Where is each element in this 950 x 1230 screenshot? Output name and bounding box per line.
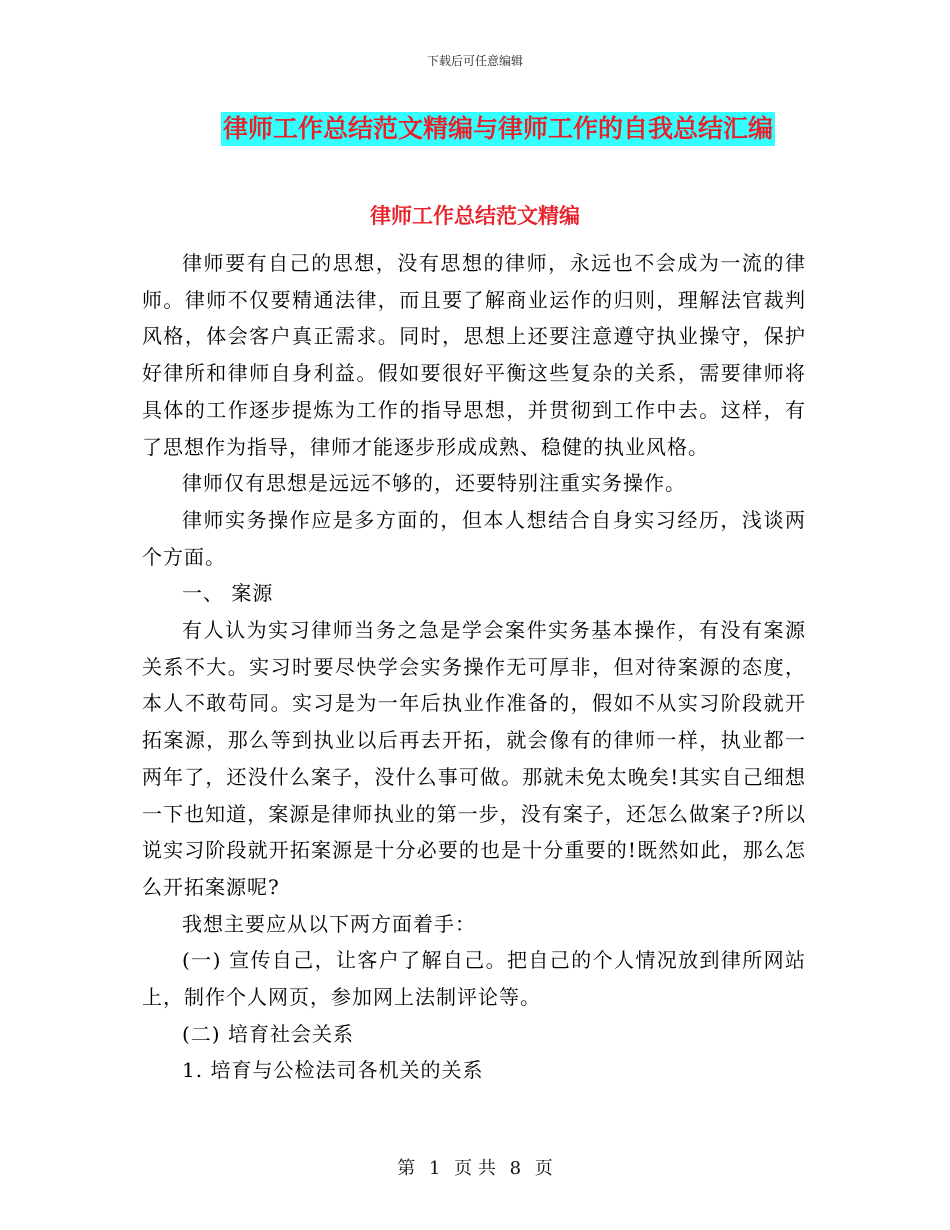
paragraph-4: 有人认为实习律师当务之急是学会案件实务基本操作，有没有案源关系不大。实习时要尽快学会实务操作无可厚非，但对待案源的态度，本人不敢苟同。实习是为一年后执业作准备的，假如不从实习阶段就开拓案源，那么等到执业以后再去开拓，就会像有的律师一样，执业都一两年了，还没什么案子，没什么事可做。那就未免太晚矣!其实自己细想一下也知道，案源是律师执业的第一步，没有案子，还怎么做案子?所以说实习阶段就开拓案源是十分必要的也是十分重要的!既然如此，那么怎么开拓案源呢? — [142, 618, 806, 899]
page-label-prefix: 第 — [397, 1158, 416, 1179]
page-footer — [0, 1154, 950, 1180]
current-page-number: 1 — [428, 1158, 441, 1179]
header-note: 下载后可任意编辑 — [426, 54, 523, 68]
paragraph-3: 律师实务操作应是多方面的，但本人想结合自身实习经历，浅谈两个方面。 — [142, 507, 806, 569]
document-body — [142, 245, 806, 1089]
subheading-social-relations: (二) 培育社会关系 — [182, 1021, 354, 1046]
list-item-1: 1. 培育与公检法司各机关的关系 — [182, 1058, 484, 1083]
paragraph-2: 律师仅有思想是远远不够的，还要特别注重实务操作。 — [182, 471, 686, 496]
paragraph-6: (一) 宣传自己，让客户了解自己。把自己的个人情况放到律所网站上，制作个人网页，参加网上法制评论等。 — [142, 948, 806, 1010]
document-title: 律师工作总结范文精编与律师工作的自我总结汇编 — [221, 112, 775, 146]
paragraph-5: 我想主要应从以下两方面着手： — [182, 911, 476, 936]
paragraph-1: 律师要有自己的思想，没有思想的律师，永远也不会成为一流的律师。律师不仅要精通法律，而且要了解商业运作的归则，理解法官裁判风格，体会客户真正需求。同时，思想上还要注意遵守执业操守，保护好律所和律师自身利益。假如要很好平衡这些复杂的关系，需要律师将具体的工作逐步提炼为工作的指导思想，并贯彻到工作中去。这样，有了思想作为指导，律师才能逐步形成成熟、稳健的执业风格。 — [142, 251, 806, 459]
total-pages-number: 8 — [509, 1158, 522, 1179]
document-title-container — [0, 112, 950, 146]
section-title: 律师工作总结范文精编 — [370, 204, 580, 228]
page-label-suffix: 页 — [534, 1158, 553, 1179]
heading-case-source: 一、 案源 — [182, 581, 274, 606]
page-label-mid: 页 共 — [454, 1158, 496, 1179]
